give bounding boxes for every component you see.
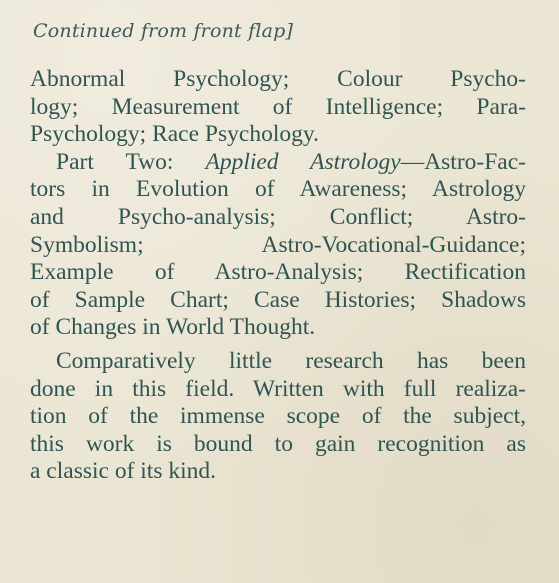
text-line: and Psycho-analysis; Conflict; Astro- xyxy=(30,203,526,230)
text-line: tion of the immense scope of the subject, xyxy=(30,403,526,430)
text-line: Comparatively little research has been xyxy=(56,347,526,374)
continued-header: Continued from front flap] xyxy=(33,20,294,42)
flap-body-text xyxy=(30,66,526,486)
part-two-prefix: Part Two: xyxy=(56,148,206,175)
text-line: Example of Astro-Analysis; Rectification xyxy=(30,259,526,286)
text-line: a classic of its kind. xyxy=(30,458,217,485)
part-two-suffix: —Astro-Fac- xyxy=(400,148,526,175)
text-line: this work is bound to gain recognition as xyxy=(30,430,526,457)
text-line: Psychology; Race Psychology. xyxy=(30,121,319,148)
text-line: of Sample Chart; Case Histories; Shadows xyxy=(30,286,526,313)
text-line: Symbolism; Astro-Vocational-Guidance; xyxy=(30,231,526,258)
text-line: done in this field. Written with full realiza- xyxy=(30,375,526,402)
applied-astrology-title: Applied Astrology xyxy=(205,148,401,175)
text-line: of Changes in World Thought. xyxy=(30,314,316,341)
text-line: logy; Measurement of Intelligence; Para- xyxy=(30,93,526,120)
part-two-line xyxy=(30,149,526,177)
text-line: Abnormal Psychology; Colour Psycho- xyxy=(30,66,526,92)
text-line: tors in Evolution of Awareness; Astrology xyxy=(30,176,526,203)
